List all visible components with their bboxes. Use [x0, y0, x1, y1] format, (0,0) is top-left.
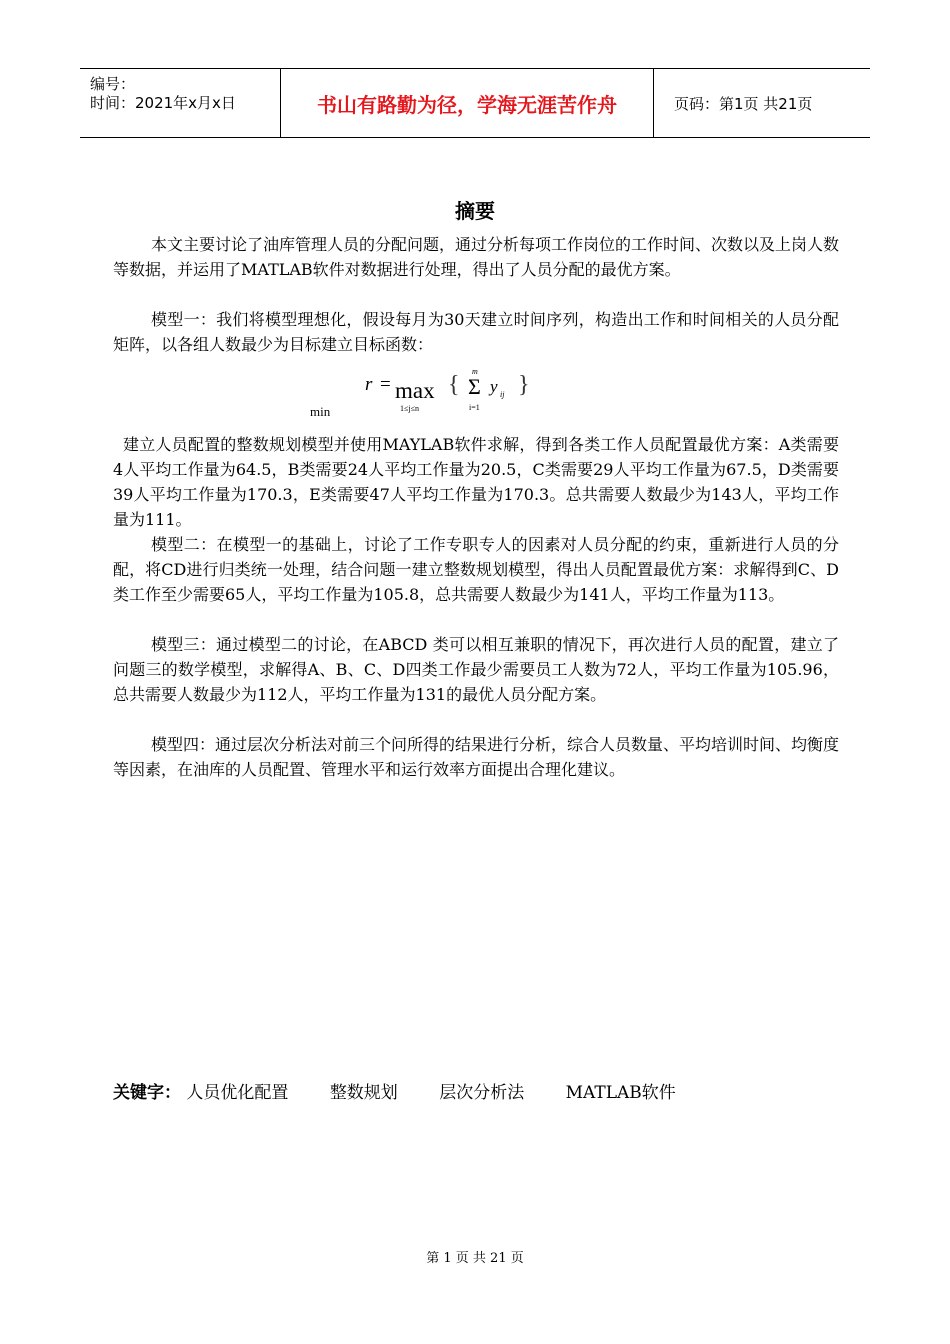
keyword-item: MATLAB软件	[565, 1083, 676, 1103]
keyword-item: 整数规划	[329, 1083, 398, 1103]
keyword-item: 人员优化配置	[186, 1083, 289, 1103]
keyword-item: 层次分析法	[439, 1083, 525, 1103]
formula-max: max	[395, 378, 435, 403]
header-page-info	[664, 69, 870, 137]
page-info-text: 页码：第1页 共21页	[674, 94, 813, 113]
keywords-line	[113, 1078, 676, 1103]
formula-term: y	[490, 377, 498, 396]
formula-max-sub: 1≤j≤n	[400, 404, 420, 413]
header-meta-cell	[80, 69, 281, 137]
number-label: 编号：	[90, 75, 136, 93]
formula-sum-upper: m	[472, 367, 478, 376]
formula-term-sub: ij	[500, 390, 505, 399]
keywords-label: 关键字：	[113, 1083, 181, 1103]
header-motto: 书山有路勤为径，学海无涯苦作舟	[281, 69, 654, 137]
document-header	[80, 68, 870, 138]
model-two-paragraph: 模型二：在模型一的基础上，讨论了工作专职专人的因素对人员分配的约束，重新进行人员的分配，将CD进行归类统一处理，结合问题一建立整数规划模型，得出人员配置最优方案：求解得到C、D类工作至少需要65人，平均工作量为105.8，总共需要人数最少为141人，平均工作量为113。	[113, 535, 839, 604]
objective-function-formula	[300, 364, 640, 424]
page-footer: 第 1 页 共 21 页	[426, 1251, 524, 1266]
formula-right-brace: }	[518, 372, 530, 398]
model-four-paragraph: 模型四：通过层次分析法对前三个问所得的结果进行分析，综合人员数量、平均培训时间、均衡度等因素，在油库的人员配置、管理水平和运行效率方面提出合理化建议。	[113, 735, 840, 779]
formula-sum-lower: i=1	[469, 403, 480, 412]
model-three-paragraph: 模型三：通过模型二的讨论，在ABCD 类可以相互兼职的情况下，再次进行人员的配置，建立了问题三的数学模型，求解得A、B、C、D四类工作最少需要员工人数为72人，平均工作量为105.96，总共需要人数最少为112人，平均工作量为131的最优人员分配方案。	[113, 635, 839, 704]
formula-sigma: Σ	[468, 374, 481, 399]
model-one-result-paragraph: 建立人员配置的整数规划模型并使用MAYLAB软件求解，得到各类工作人员配置最优方案：A类需要4人平均工作量为64.5，B类需要24人平均工作量为20.5，C类需要29人平均工作量为67.5，D类需要39人平均工作量为170.3，E类需要47人平均工作量为170.3。总共需要人数最少为143人，平均工作量为111。	[113, 435, 839, 529]
time-label: 时间：2021年x月x日	[90, 94, 236, 112]
formula-equals: =	[380, 374, 391, 395]
abstract-paragraph-1: 本文主要讨论了油库管理人员的分配问题，通过分析每项工作岗位的工作时间、次数以及上岗人数等数据，并运用了MATLAB软件对数据进行处理，得出了人员分配的最优方案。	[113, 235, 840, 279]
formula-left-brace: {	[448, 372, 460, 398]
formula-lhs: r	[365, 374, 373, 395]
abstract-title: 摘要	[455, 199, 495, 223]
formula-lhs-sub: min	[310, 404, 331, 419]
model-one-paragraph: 模型一：我们将模型理想化，假设每月为30天建立时间序列，构造出工作和时间相关的人员分配矩阵，以各组人数最少为目标建立目标函数：	[113, 310, 839, 354]
